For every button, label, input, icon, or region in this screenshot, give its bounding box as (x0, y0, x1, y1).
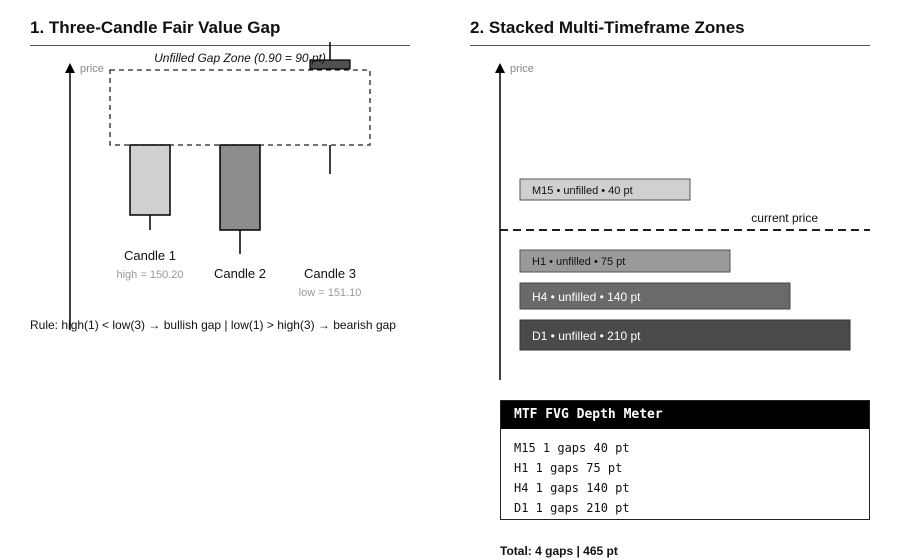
zone-h1 (520, 250, 730, 272)
candle-3-note: low = 151.10 (298, 287, 362, 299)
candle-3-label: Candle 3 (303, 266, 357, 281)
panel2-axis-arrow (495, 63, 505, 73)
gap-zone-box (110, 70, 370, 145)
depth-meter-title: MTF FVG Depth Meter (501, 401, 869, 429)
zone-m15-label: M15 • unfilled • 40 pt (532, 185, 633, 197)
current-price-label: current price (751, 211, 818, 225)
meter-row-h1: H1 1 gaps 75 pt (514, 461, 623, 475)
gap-zone-label: Unfilled Gap Zone (0.90 = 90 pt) (154, 51, 326, 65)
candle-2-body (220, 145, 260, 230)
candle-2-label: Candle 2 (213, 266, 267, 281)
gap-rule-text: Rule: high(1) < low(3) → bullish gap | low(1) > high(3) → bearish gap (30, 318, 396, 332)
panel2-title: 2. Stacked Multi-Timeframe Zones (470, 18, 745, 37)
depth-meter-panel (500, 400, 870, 520)
meter-row-h4: H4 1 gaps 140 pt (514, 481, 630, 495)
meter-total: Total: 4 gaps | 465 pt (500, 544, 618, 558)
zone-h1-label: H1 • unfilled • 75 pt (532, 256, 626, 268)
panel1-axis-label: price (80, 63, 104, 75)
zone-d1-label: D1 • unfilled • 210 pt (532, 329, 641, 343)
panel2-axis-label: price (510, 63, 534, 75)
meter-row-m15: M15 1 gaps 40 pt (514, 441, 630, 455)
panel1-axis-arrow (65, 63, 75, 73)
candle-1-note: high = 150.20 (116, 269, 184, 281)
zone-h4-label: H4 • unfilled • 140 pt (532, 290, 641, 304)
panel1-title: 1. Three-Candle Fair Value Gap (30, 18, 281, 37)
depth-meter-rows (501, 429, 869, 518)
meter-row-d1: D1 1 gaps 210 pt (514, 501, 630, 515)
zone-m15 (520, 179, 690, 200)
candle-1-body (130, 145, 170, 215)
candle-1-label: Candle 1 (123, 248, 177, 263)
zone-d1 (520, 320, 850, 350)
zone-h4 (520, 283, 790, 309)
